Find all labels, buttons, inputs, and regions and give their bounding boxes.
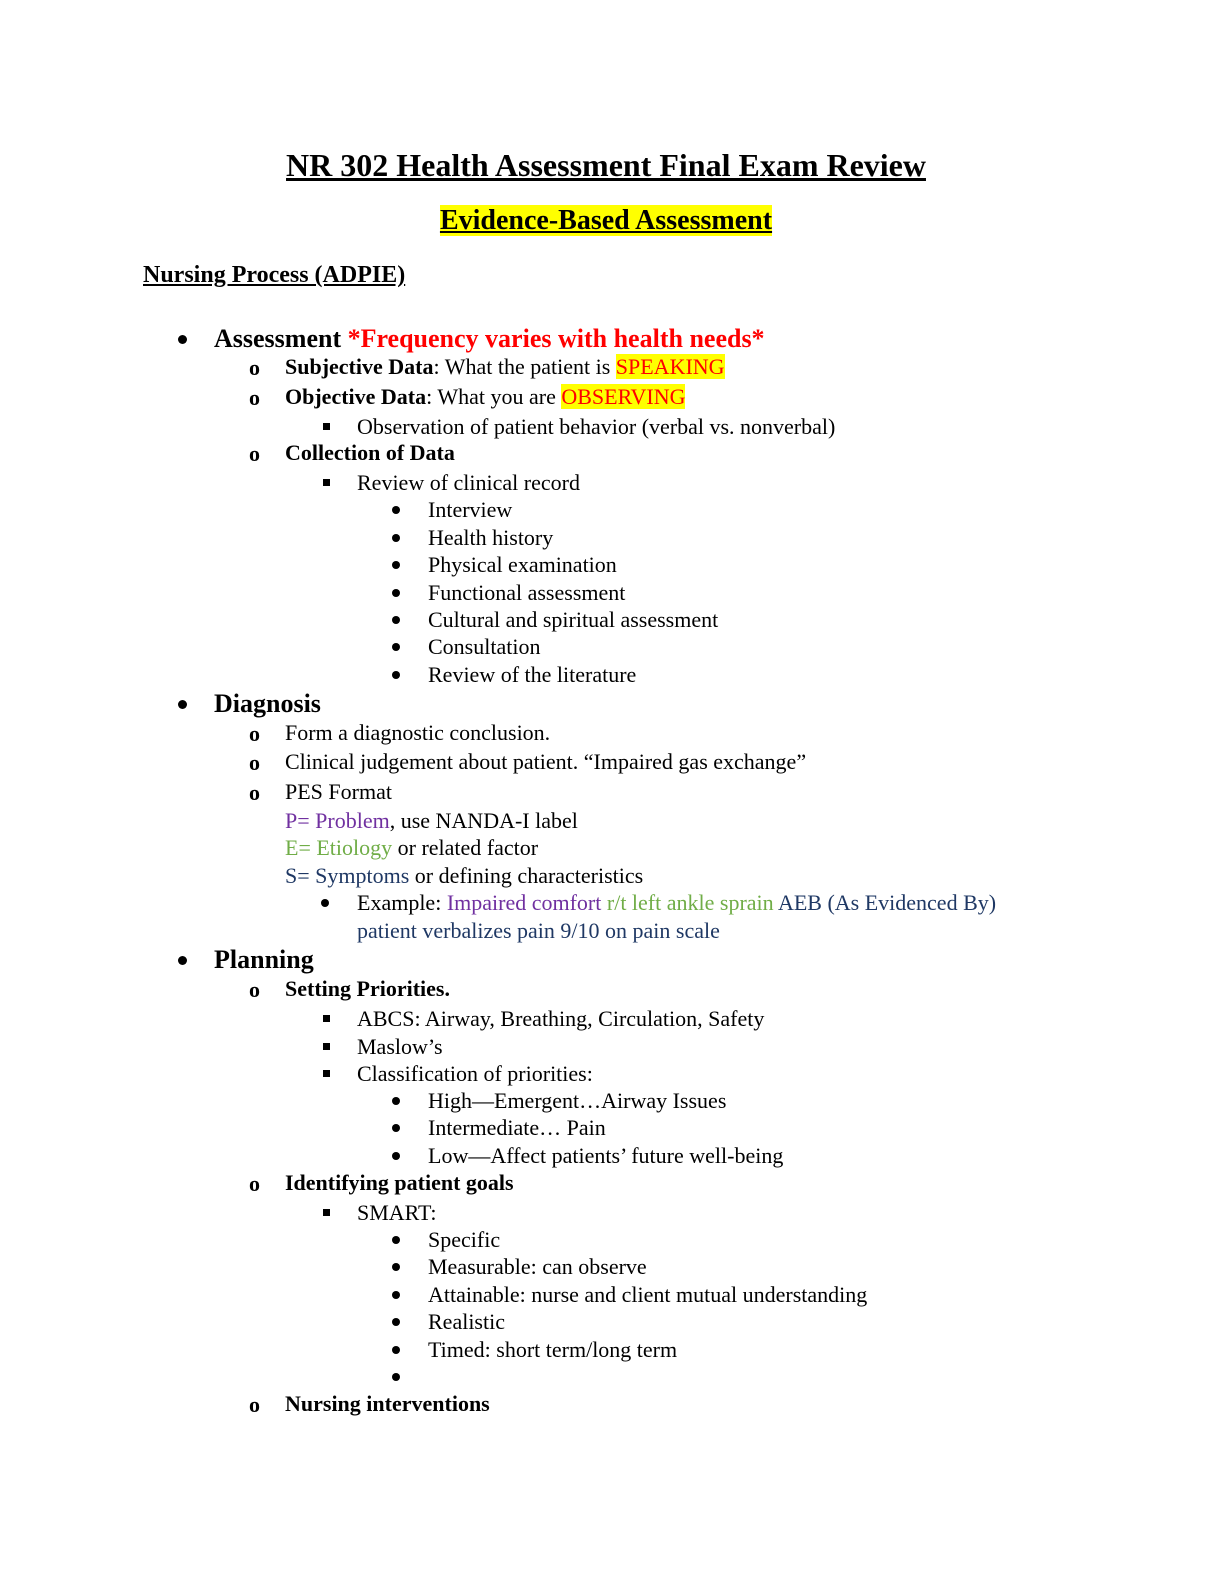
pes-example-line2: patient verbalizes pain 9/10 on pain scale — [357, 918, 720, 943]
outline-marker-icon: o — [249, 780, 260, 805]
goals-label: Identifying patient goals — [285, 1170, 514, 1195]
bullet-square-icon — [323, 479, 330, 486]
bullet-square-icon — [323, 1070, 330, 1077]
outline-marker-icon: o — [249, 1392, 260, 1417]
outline-marker-icon: o — [249, 385, 260, 410]
list-item: Specific — [428, 1227, 501, 1252]
list-item: Functional assessment — [428, 580, 626, 605]
list-item: Measurable: can observe — [428, 1254, 647, 1279]
bullet-dot-icon — [392, 561, 400, 569]
list-item: Clinical judgement about patient. “Impaired gas exchange” — [285, 749, 807, 774]
list-item: Low—Affect patients’ future well-being — [428, 1143, 784, 1168]
bullet-dot-icon — [392, 1152, 400, 1160]
bullet-dot-icon — [392, 1263, 400, 1271]
example-problem: Impaired comfort — [446, 890, 602, 915]
bullet-dot-icon — [392, 1318, 400, 1326]
review-record: Review of clinical record — [357, 470, 580, 495]
smart-label: SMART: — [357, 1200, 437, 1225]
pes-etiology-rest: or related factor — [392, 835, 539, 860]
list-item: Realistic — [428, 1309, 505, 1334]
bullet-dot-icon — [178, 335, 187, 344]
subjective-data — [285, 354, 725, 380]
list-item: High—Emergent…Airway Issues — [428, 1088, 727, 1113]
outline-marker-icon: o — [249, 355, 260, 380]
outline-marker-icon: o — [249, 750, 260, 775]
list-item: Review of the literature — [428, 662, 637, 687]
list-item: Cultural and spiritual assessment — [428, 607, 719, 632]
bullet-dot-icon — [392, 534, 400, 542]
pes-example — [357, 890, 996, 916]
bullet-square-icon — [323, 1015, 330, 1022]
page-title: NR 302 Health Assessment Final Exam Review — [286, 147, 926, 183]
outline-marker-icon: o — [249, 977, 260, 1002]
bullet-dot-icon — [321, 899, 329, 907]
diagnosis-heading: Diagnosis — [214, 689, 321, 718]
pes-symptoms-colored: S= Symptoms — [285, 863, 410, 888]
subjective-label: Subjective Data — [285, 354, 434, 379]
outline-marker-icon: o — [249, 441, 260, 466]
pes-problem-rest: , use NANDA-I label — [389, 808, 578, 833]
objective-text: : What you are — [426, 384, 562, 409]
pes-problem-colored: P= Problem — [285, 808, 390, 833]
list-item: Attainable: nurse and client mutual understanding — [428, 1282, 868, 1307]
bullet-dot-icon — [392, 671, 400, 679]
pes-symptoms-rest: or defining characteristics — [409, 863, 644, 888]
section-heading-text: Evidence-Based Assessment — [439, 205, 773, 236]
bullet-dot-icon — [392, 1373, 400, 1381]
list-item: Maslow’s — [357, 1034, 443, 1059]
bullet-square-icon — [323, 423, 330, 430]
outline-marker-icon: o — [249, 721, 260, 746]
outline-marker-icon: o — [249, 1171, 260, 1196]
bullet-square-icon — [323, 1209, 330, 1216]
subjective-text: : What the patient is — [433, 354, 616, 379]
bullet-dot-icon — [178, 956, 187, 965]
bullet-square-icon — [323, 1043, 330, 1050]
list-item: Consultation — [428, 634, 541, 659]
pes-problem — [285, 808, 578, 834]
bullet-dot-icon — [392, 1124, 400, 1132]
list-item: Classification of priorities: — [357, 1061, 593, 1086]
bullet-dot-icon — [392, 589, 400, 597]
list-item: ABCS: Airway, Breathing, Circulation, Safety — [357, 1006, 765, 1031]
section-heading — [0, 204, 1212, 238]
list-item: PES Format — [285, 779, 392, 804]
example-aeb: AEB (As Evidenced By) — [773, 890, 997, 915]
list-item: Intermediate… Pain — [428, 1115, 606, 1140]
bullet-dot-icon — [392, 506, 400, 514]
bullet-dot-icon — [392, 643, 400, 651]
objective-sub: Observation of patient behavior (verbal vs. nonverbal) — [357, 414, 836, 439]
bullet-dot-icon — [392, 616, 400, 624]
list-item: Physical examination — [428, 552, 617, 577]
assessment-heading — [214, 324, 765, 354]
priorities-label: Setting Priorities. — [285, 976, 450, 1001]
subjective-highlight: SPEAKING — [615, 354, 725, 379]
list-item: Timed: short term/long term — [428, 1337, 678, 1362]
objective-highlight: OBSERVING — [561, 384, 686, 409]
example-etiology: r/t left ankle sprain — [601, 890, 774, 915]
planning-heading: Planning — [214, 945, 314, 974]
bullet-dot-icon — [392, 1236, 400, 1244]
collection-label: Collection of Data — [285, 440, 455, 465]
pes-etiology-colored: E= Etiology — [285, 835, 393, 860]
bullet-dot-icon — [392, 1346, 400, 1354]
objective-data — [285, 384, 685, 410]
assessment-note: *Frequency varies with health needs* — [347, 324, 765, 353]
list-item: Health history — [428, 525, 554, 550]
objective-label: Objective Data — [285, 384, 427, 409]
assessment-label: Assessment — [214, 324, 342, 353]
pes-etiology — [285, 835, 538, 861]
example-label: Example: — [357, 890, 447, 915]
interventions-label: Nursing interventions — [285, 1391, 490, 1416]
pes-symptoms — [285, 863, 643, 889]
subheading: Nursing Process (ADPIE) — [143, 262, 406, 288]
list-item: Form a diagnostic conclusion. — [285, 720, 551, 745]
list-item: Interview — [428, 497, 513, 522]
bullet-dot-icon — [392, 1291, 400, 1299]
bullet-dot-icon — [178, 700, 187, 709]
bullet-dot-icon — [392, 1097, 400, 1105]
